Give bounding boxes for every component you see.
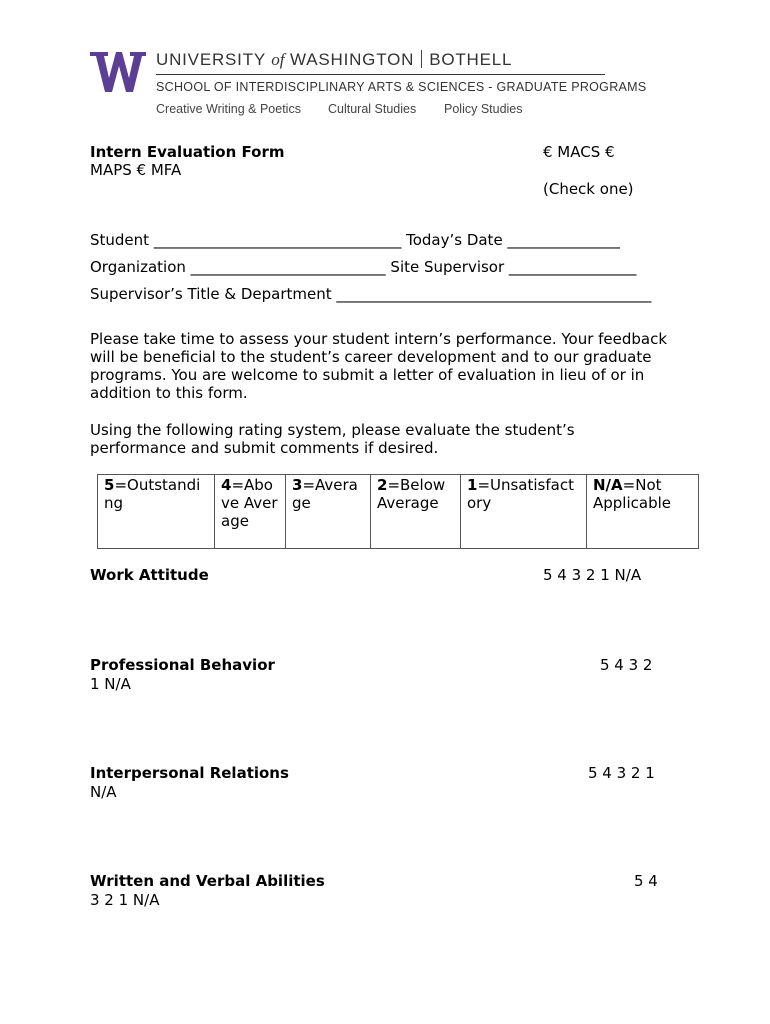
intro-paragraph: Please take time to assess your student intern’s performance. Your feedback will be beneficial to the student’s career development and to our graduate programs. You are welcome to submit a letter of evaluation in lieu of or in addition to this form. [90,330,668,402]
program-options-left[interactable]: MAPS € MFA [90,161,182,179]
criterion-professional-behavior: Professional Behavior [90,656,275,674]
rating-options-written-verbal[interactable]: 5 4 [634,872,658,890]
supervisor-title-field[interactable]: Supervisor’s Title & Department __________________________________________ [90,285,652,303]
school-name: SCHOOL OF INTERDISCIPLINARY ARTS & SCIENCES - GRADUATE PROGRAMS [156,80,647,94]
rating-options-written-verbal-cont[interactable]: 3 2 1 N/A [90,891,160,909]
uw-w-logo [90,52,146,92]
rating-options-professional-behavior-cont[interactable]: 1 N/A [90,675,131,693]
rating-options-professional-behavior[interactable]: 5 4 3 2 [600,656,653,674]
scale-cell-3: 3=Average [286,475,371,549]
instructions-paragraph: Using the following rating system, please evaluate the student’s performance and submit comments if desired. [90,421,575,457]
program-options-right[interactable]: € MACS € [543,143,615,161]
rating-scale-table [97,474,699,549]
scale-cell-5: 5=Outstanding [98,475,215,549]
header-rule [156,74,605,75]
scale-cell-4: 4=Above Average [215,475,286,549]
organization-supervisor-field[interactable]: Organization __________________________ Site Supervisor _________________ [90,258,637,276]
rating-options-interpersonal-relations-cont[interactable]: N/A [90,783,117,801]
rating-options-interpersonal-relations[interactable]: 5 4 3 2 1 [588,764,655,782]
student-date-field[interactable]: Student _________________________________ Today’s Date _______________ [90,231,620,249]
criterion-written-verbal: Written and Verbal Abilities [90,872,325,890]
form-title: Intern Evaluation Form [90,143,285,161]
scale-cell-2: 2=Below Average [371,475,461,549]
scale-cell-1: 1=Unsatisfactory [461,475,587,549]
rating-options-work-attitude[interactable]: 5 4 3 2 1 N/A [543,566,642,584]
program-policy-studies: Policy Studies [444,102,523,116]
check-one-note: (Check one) [543,180,634,198]
scale-cell-na: N/A=Not Applicable [587,475,699,549]
criterion-work-attitude: Work Attitude [90,566,209,584]
university-name: UNIVERSITY of WASHINGTON BOTHELL [156,50,513,69]
program-creative-writing: Creative Writing & Poetics [156,102,301,116]
criterion-interpersonal-relations: Interpersonal Relations [90,764,289,782]
program-cultural-studies: Cultural Studies [328,102,417,116]
